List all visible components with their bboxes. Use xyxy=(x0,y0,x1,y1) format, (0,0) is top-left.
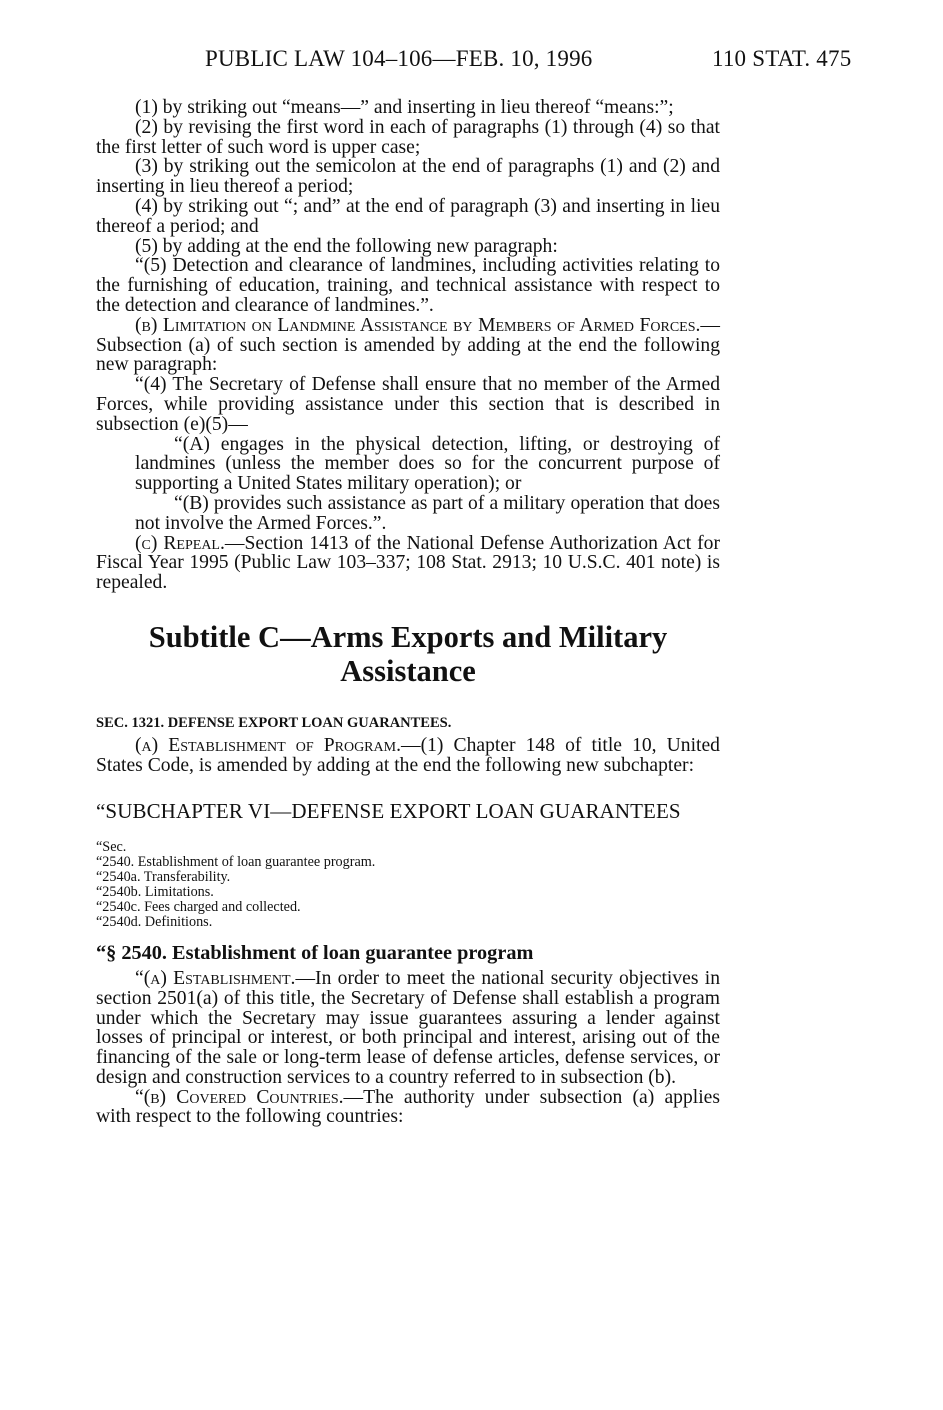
subtitle-line-2: Assistance xyxy=(340,653,476,688)
section-2540-b-text: —The authority under subsection (a) applies with respect to the following countries: xyxy=(96,1086,720,1128)
amendment-4: (4) by striking out “; and” at the end of paragraph (3) and inserting in lieu thereof a period; and xyxy=(96,195,720,237)
toc-item: “2540d. Definitions. xyxy=(96,915,213,928)
amendment-3: (3) by striking out the semicolon at the end of paragraphs (1) and (2) and inserting in lieu thereof a period; xyxy=(96,156,720,198)
subsection-c-text: —Section 1413 of the National Defense Authorization Act for Fiscal Year 1995 (Public Law 103–337; 108 Stat. 2913; 10 U.S.C. 401 note) is repealed. xyxy=(96,532,720,594)
section-1321-a-heading: (a) Establishment of Program. xyxy=(135,734,401,756)
amendment-5: (5) by adding at the end the following new paragraph: xyxy=(135,235,558,257)
toc-item: “2540c. Fees charged and collected. xyxy=(96,899,301,916)
section-2540-a xyxy=(96,969,720,1088)
toc-item: “2540b. Limitations. xyxy=(96,884,214,901)
amendment-5-quote: “(5) Detection and clearance of landmines, including activities relating to the furnishing of education, training, and technical assistance with respect to the detection and clearance of landmines.”. xyxy=(96,255,720,316)
subsection-b xyxy=(96,316,720,375)
amendment-1: (1) by striking out “means—” and inserting in lieu thereof “means:”; xyxy=(135,97,674,118)
table-of-sections xyxy=(96,840,720,927)
subsection-b-text: —Subsection (a) of such section is amended by adding at the end the following new paragraph: xyxy=(96,314,720,376)
section-2540-a-heading: “(a) Establishment. xyxy=(135,967,296,989)
subparagraph-a: “(A) engages in the physical detection, lifting, or destroying of landmines (unless the member does so for the concurrent purpose of supporting a United States military operation); or xyxy=(135,433,720,495)
subtitle-line-1: Subtitle C—Arms Exports and Military xyxy=(148,619,668,654)
toc-item: “2540a. Transferability. xyxy=(96,869,231,886)
running-header xyxy=(0,46,943,80)
subsection-b-heading: (b) Limitation on Landmine Assistance by Members of Armed Forces. xyxy=(135,314,701,336)
subparagraph-b: “(B) provides such assistance as part of a military operation that does not involve the Armed Forces.”. xyxy=(135,492,720,534)
toc-label: “Sec. xyxy=(96,839,127,856)
toc-item: “2540. Establishment of loan guarantee program. xyxy=(96,854,376,871)
section-1321-a-text: —(1) Chapter 148 of title 10, United States Code, is amended by adding at the end the following new subchapter: xyxy=(96,734,720,776)
section-2540-a-text: —In order to meet the national security objectives in section 2501(a) of this title, the Secretary of Defense shall establish a program under which the Secretary may issue guarantees assuring a lender against losses of principal or interest, or both principal and interest, arising out of the financing of the sale or long-term lease of defense articles, defense services, or design and construction services to a country referred to in subsection (b). xyxy=(96,967,720,1088)
amendment-2: (2) by revising the first word in each of paragraphs (1) through (4) so that the first letter of such word is upper case; xyxy=(96,116,720,158)
subsection-c-heading: (c) Repeal. xyxy=(135,532,225,554)
header-stat-page: 110 STAT. 475 xyxy=(712,46,852,71)
subtitle-heading xyxy=(96,620,720,688)
section-2540-title: “§ 2540. Establishment of loan guarantee program xyxy=(96,942,534,965)
section-1321-title: SEC. 1321. DEFENSE EXPORT LOAN GUARANTEES. xyxy=(96,714,452,731)
section-2540-b xyxy=(96,1088,720,1128)
header-law-citation: PUBLIC LAW 104–106—FEB. 10, 1996 xyxy=(205,46,593,71)
subsection-c xyxy=(96,534,720,593)
section-2540-b-heading: “(b) Covered Countries. xyxy=(135,1086,344,1108)
subchapter-title: “SUBCHAPTER VI—DEFENSE EXPORT LOAN GUARANTEES xyxy=(96,799,681,824)
subsection-b-paragraph-4: “(4) The Secretary of Defense shall ensure that no member of the Armed Forces, while providing assistance under this section that is described in subsection (e)(5)— xyxy=(96,374,720,435)
section-1321-a xyxy=(96,736,720,776)
document-body xyxy=(96,98,720,1127)
